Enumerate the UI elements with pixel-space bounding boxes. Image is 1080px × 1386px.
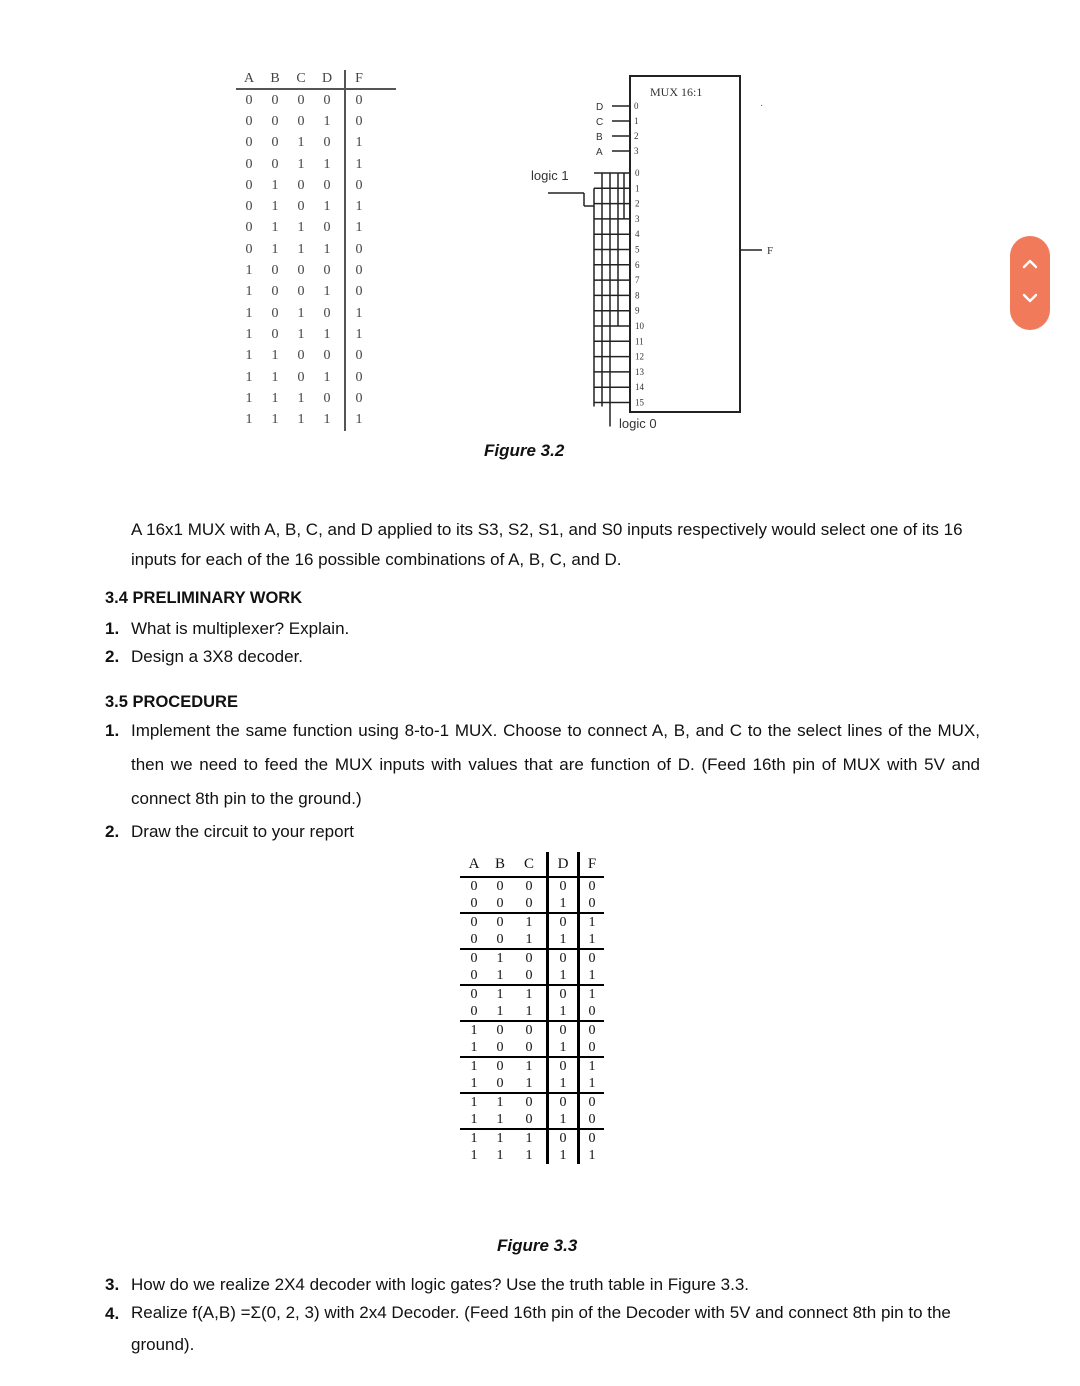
truth-table-cell: 1 <box>579 1057 605 1075</box>
scroll-navigation-widget[interactable] <box>1010 236 1050 330</box>
truth-table-cell: 1 <box>271 177 279 193</box>
truth-table-cell: 1 <box>470 1148 478 1163</box>
prelim-item-2-text: Design a 3X8 decoder. <box>131 647 304 666</box>
truth-table-cell: 1 <box>488 949 512 967</box>
truth-table-cell: 1 <box>496 1148 504 1163</box>
truth-table-row <box>236 196 396 217</box>
truth-table-cell: 0 <box>579 877 605 895</box>
truth-table-cell: 0 <box>271 156 279 172</box>
truth-table-cell: 0 <box>496 932 504 947</box>
header-a: A <box>468 855 480 872</box>
truth-table-cell: 1 <box>470 1112 478 1127</box>
truth-table-cell: 0 <box>323 263 331 279</box>
truth-table-cell: 0 <box>460 913 488 931</box>
truth-table-cell: 1 <box>548 1075 579 1093</box>
truth-table-cell: 0 <box>548 877 579 895</box>
truth-table-cell: 0 <box>271 92 279 108</box>
mux-input-pin-number: 1 <box>635 183 640 194</box>
truth-table-cell: 1 <box>488 1093 512 1111</box>
truth-table-cell: 1 <box>297 135 305 151</box>
truth-table-cell: 0 <box>470 932 478 947</box>
truth-table-cell: 0 <box>271 305 279 321</box>
select-label: D <box>596 102 604 113</box>
header-f: F <box>344 70 372 88</box>
section-3-4-heading: 3.4 PRELIMINARY WORK <box>105 589 303 607</box>
select-pin-number: 0 <box>634 101 639 111</box>
truth-table-cell: 1 <box>488 1129 512 1147</box>
truth-table-cell: 0 <box>488 913 512 931</box>
truth-table-cell: 1 <box>460 1057 488 1075</box>
logic0-label: logic 0 <box>619 416 657 431</box>
truth-table-header <box>236 70 396 90</box>
truth-table-cell: 1 <box>344 154 372 175</box>
truth-table-cell: 1 <box>496 1004 504 1019</box>
truth-table-cell: 1 <box>344 303 372 324</box>
truth-table-row <box>236 346 396 367</box>
figure-3-2-caption: Figure 3.2 <box>484 441 565 460</box>
procedure-item-3-text: How do we realize 2X4 decoder with logic gates? Use the truth table in Figure 3.3. <box>131 1275 750 1294</box>
truth-table-cell: 0 <box>488 1021 512 1039</box>
truth-table-row <box>236 90 396 111</box>
truth-table-cell: 0 <box>297 199 305 215</box>
mux-input-pin-number: 11 <box>635 336 644 347</box>
procedure-item-4-number: 4. <box>105 1304 120 1323</box>
truth-table-cell: 0 <box>297 113 305 129</box>
truth-table-cell: 1 <box>245 412 253 428</box>
truth-table-row <box>460 1057 604 1075</box>
truth-table-cell: 1 <box>271 390 279 406</box>
truth-table-cell: 1 <box>323 199 331 215</box>
truth-table-cell: 1 <box>460 1129 488 1147</box>
truth-table-cell: 1 <box>579 931 605 949</box>
truth-table-cell: 1 <box>496 1112 504 1127</box>
truth-table-cell: 0 <box>548 913 579 931</box>
chevron-up-icon[interactable] <box>1022 258 1038 270</box>
truth-table-cell: 0 <box>579 949 605 967</box>
truth-table-row <box>236 239 396 260</box>
truth-table-cell: 0 <box>579 1111 605 1129</box>
select-pin-number: 2 <box>634 131 639 141</box>
truth-table-cell: 0 <box>344 175 372 196</box>
figure-3-3-truth-table <box>460 852 604 1164</box>
header-a: A <box>243 71 255 86</box>
procedure-item-3-number: 3. <box>105 1275 120 1294</box>
truth-table-cell: 1 <box>297 241 305 257</box>
chevron-down-icon[interactable] <box>1022 292 1038 304</box>
truth-table-cell: 1 <box>323 326 331 342</box>
truth-table-cell: 1 <box>470 1040 478 1055</box>
truth-table-row <box>236 175 396 196</box>
truth-table-cell: 1 <box>579 1075 605 1093</box>
mux-input-pin-number: 4 <box>635 229 640 240</box>
truth-table-cell: 1 <box>579 913 605 931</box>
truth-table-cell: 1 <box>579 1147 605 1164</box>
logic1-label: logic 1 <box>531 168 569 183</box>
truth-table-cell: 1 <box>297 220 305 236</box>
truth-table-cell: 1 <box>548 895 579 913</box>
truth-table-cell: 0 <box>460 985 488 1003</box>
truth-table-cell: 1 <box>548 1003 579 1021</box>
truth-table-cell: 1 <box>297 390 305 406</box>
truth-table-cell: 0 <box>548 1129 579 1147</box>
truth-table-cell: 0 <box>245 177 253 193</box>
truth-table-cell: 1 <box>323 369 331 385</box>
truth-table-cell: 1 <box>344 218 372 239</box>
truth-table-cell: 0 <box>297 263 305 279</box>
truth-table-cell: 0 <box>470 968 478 983</box>
mux-input-pin-number: 5 <box>635 244 640 255</box>
truth-table-cell: 1 <box>297 305 305 321</box>
truth-table-row <box>460 877 604 895</box>
truth-table-cell: 0 <box>548 1057 579 1075</box>
truth-table-cell: 1 <box>344 196 372 217</box>
truth-table-cell: 0 <box>512 1093 548 1111</box>
truth-table-cell: 0 <box>525 896 533 911</box>
truth-table-cell: 0 <box>460 949 488 967</box>
mux-input-pin-number: 7 <box>635 275 640 286</box>
header-d: D <box>321 71 333 86</box>
truth-table-cell: 0 <box>245 220 253 236</box>
truth-table-cell: 0 <box>245 135 253 151</box>
header-c: C <box>523 855 534 872</box>
truth-table-cell: 1 <box>579 967 605 985</box>
truth-table-cell: 1 <box>488 985 512 1003</box>
truth-table-cell: 0 <box>344 388 372 409</box>
procedure-item-2 <box>105 815 354 848</box>
truth-table-cell: 0 <box>344 111 372 132</box>
truth-table-cell: 0 <box>496 1076 504 1091</box>
procedure-item-1 <box>105 714 980 816</box>
truth-table-cell: 0 <box>323 177 331 193</box>
truth-table-cell: 0 <box>323 305 331 321</box>
truth-table-cell: 0 <box>297 369 305 385</box>
truth-table-row <box>236 218 396 239</box>
truth-table-cell: 1 <box>460 1093 488 1111</box>
truth-table-cell: 0 <box>297 177 305 193</box>
truth-table-row <box>460 1075 604 1093</box>
truth-table-cell: 0 <box>344 239 372 260</box>
truth-table-row <box>460 1147 604 1164</box>
prelim-item-1-text: What is multiplexer? Explain. <box>131 619 350 638</box>
procedure-item-1-text: Implement the same function using 8-to-1 MUX. Choose to connect A, B, and C to the select lines of the MUX, then we need to feed the MUX inputs with values that are function of D. (Feed 16th pin of MUX with 5V and connect 8th pin to the ground.) <box>131 721 980 808</box>
truth-table-row <box>236 367 396 388</box>
truth-table-cell: 0 <box>548 949 579 967</box>
figure-3-2-truth-table <box>236 70 396 431</box>
mux-dot: · <box>760 100 764 111</box>
truth-table-cell: 0 <box>323 220 331 236</box>
truth-table-cell: 0 <box>323 92 331 108</box>
truth-table-cell: 0 <box>579 1021 605 1039</box>
truth-table-cell: 1 <box>548 1039 579 1057</box>
truth-table-cell: 0 <box>496 1040 504 1055</box>
mux-input-pin-number: 15 <box>635 397 644 408</box>
truth-table-cell: 0 <box>488 877 512 895</box>
prelim-item-2 <box>105 640 303 673</box>
truth-table-row <box>236 111 396 132</box>
truth-table-row <box>460 1129 604 1147</box>
truth-table-cell: 0 <box>512 877 548 895</box>
truth-table-cell: 0 <box>323 348 331 364</box>
truth-table-cell: 0 <box>323 390 331 406</box>
truth-table-cell: 1 <box>344 324 372 345</box>
truth-table-cell: 0 <box>579 1129 605 1147</box>
truth-table-cell: 1 <box>512 985 548 1003</box>
truth-table-cell: 1 <box>323 412 331 428</box>
truth-table-cell: 0 <box>470 1004 478 1019</box>
mux-input-pin-number: 13 <box>635 366 644 377</box>
truth-table-cell: 0 <box>245 113 253 129</box>
prelim-item-2-number: 2. <box>105 647 120 666</box>
truth-table-cell: 0 <box>496 896 504 911</box>
mux-input-pin-number: 6 <box>635 259 640 270</box>
truth-table-cell: 1 <box>525 1004 533 1019</box>
truth-table-row <box>460 895 604 913</box>
truth-table-row <box>236 260 396 281</box>
truth-table-cell: 1 <box>323 284 331 300</box>
truth-table-cell: 0 <box>579 895 605 913</box>
truth-table-cell: 1 <box>271 241 279 257</box>
truth-table-cell: 1 <box>512 1057 548 1075</box>
truth-table-row <box>236 409 396 430</box>
truth-table-cell: 0 <box>548 1021 579 1039</box>
truth-table-cell: 1 <box>271 199 279 215</box>
truth-table-cell: 1 <box>245 284 253 300</box>
truth-table-row <box>460 985 604 1003</box>
truth-table-row <box>460 967 604 985</box>
header-c: C <box>296 71 306 86</box>
truth-table-cell: 1 <box>323 156 331 172</box>
truth-table-cell: 0 <box>525 968 533 983</box>
select-label: A <box>596 147 603 158</box>
truth-table-row <box>236 133 396 154</box>
truth-table-cell: 0 <box>271 284 279 300</box>
truth-table-cell: 1 <box>344 133 372 154</box>
section-3-5-heading: 3.5 PROCEDURE <box>105 693 238 711</box>
truth-table-row <box>460 913 604 931</box>
mux-input-pin-number: 2 <box>635 198 640 209</box>
truth-table-cell: 1 <box>297 412 305 428</box>
truth-table-cell: 1 <box>344 409 372 430</box>
truth-table-cell: 0 <box>271 113 279 129</box>
truth-table-row <box>460 949 604 967</box>
mux-input-pin-number: 14 <box>635 382 644 393</box>
truth-table-cell: 0 <box>579 1003 605 1021</box>
truth-table-cell: 1 <box>525 932 533 947</box>
procedure-item-4-text: Realize f(A,B) =Σ(0, 2, 3) with 2x4 Decoder. (Feed 16th pin of the Decoder with 5V and connect 8th pin to the ground). <box>131 1303 951 1354</box>
truth-table-cell: 1 <box>512 1129 548 1147</box>
truth-table-cell: 0 <box>245 156 253 172</box>
truth-table-cell: 0 <box>297 284 305 300</box>
select-pin-number: 1 <box>634 116 639 126</box>
truth-table-cell: 0 <box>512 1021 548 1039</box>
truth-table-row <box>460 931 604 949</box>
truth-table-cell: 1 <box>245 369 253 385</box>
header-b: B <box>494 855 505 872</box>
truth-table-cell: 0 <box>245 199 253 215</box>
truth-table-row <box>236 282 396 303</box>
mux-input-pin-number: 3 <box>635 213 640 224</box>
truth-table-row <box>236 388 396 409</box>
truth-table-cell: 0 <box>271 263 279 279</box>
truth-table-cell: 1 <box>579 985 605 1003</box>
truth-table-row <box>460 1039 604 1057</box>
truth-table-cell: 0 <box>579 1039 605 1057</box>
header-f: F <box>579 852 605 877</box>
truth-table-cell: 0 <box>470 896 478 911</box>
procedure-item-1-number: 1. <box>105 721 120 740</box>
procedure-item-2-number: 2. <box>105 822 120 841</box>
truth-table-cell: 0 <box>245 241 253 257</box>
truth-table-cell: 1 <box>548 967 579 985</box>
truth-table-cell: 0 <box>297 348 305 364</box>
procedure-item-2-text: Draw the circuit to your report <box>131 822 354 841</box>
truth-table-cell: 0 <box>512 949 548 967</box>
truth-table-cell: 0 <box>297 92 305 108</box>
truth-table-cell: 0 <box>525 1112 533 1127</box>
mux-input-pin-number: 9 <box>635 305 640 316</box>
truth-table-cell: 1 <box>548 1147 579 1164</box>
truth-table-cell: 0 <box>548 1093 579 1111</box>
truth-table-cell: 0 <box>488 1057 512 1075</box>
truth-table-cell: 1 <box>245 390 253 406</box>
prelim-item-1-number: 1. <box>105 619 120 638</box>
select-label: B <box>596 132 603 143</box>
output-label: F <box>767 245 774 257</box>
mux-input-pin-number: 12 <box>635 351 644 362</box>
mux-input-pin-number: 0 <box>635 168 640 178</box>
truth-table-row <box>460 1021 604 1039</box>
mux-input-pin-number: 10 <box>635 321 644 331</box>
truth-table-cell: 1 <box>245 305 253 321</box>
truth-table-cell: 0 <box>548 985 579 1003</box>
truth-table-cell: 1 <box>525 1076 533 1091</box>
truth-table-cell: 0 <box>344 346 372 367</box>
intro-paragraph: A 16x1 MUX with A, B, C, and D applied to its S3, S2, S1, and S0 inputs respectively would select one of its 16 inputs for each of the 16 possible combinations of A, B, C, and D. <box>131 520 963 569</box>
select-label: C <box>596 117 604 128</box>
truth-table-cell: 0 <box>344 282 372 303</box>
truth-table-cell: 1 <box>470 1076 478 1091</box>
mux-body <box>630 76 740 412</box>
truth-table-row <box>236 303 396 324</box>
truth-table-row <box>236 324 396 345</box>
truth-table-cell: 1 <box>271 369 279 385</box>
truth-table-cell: 1 <box>525 1148 533 1163</box>
header-d: D <box>548 852 579 877</box>
truth-table-row <box>460 1003 604 1021</box>
truth-table-header <box>460 852 604 877</box>
truth-table-row <box>460 1111 604 1129</box>
mux-input-pin-number: 8 <box>635 290 640 301</box>
truth-table-cell: 0 <box>460 877 488 895</box>
truth-table-cell: 1 <box>271 412 279 428</box>
truth-table-cell: 0 <box>271 135 279 151</box>
truth-table-cell: 0 <box>525 1040 533 1055</box>
truth-table-cell: 1 <box>245 263 253 279</box>
truth-table-cell: 0 <box>344 260 372 281</box>
truth-table-cell: 1 <box>271 220 279 236</box>
truth-table-cell: 1 <box>512 913 548 931</box>
mux-16-1-diagram <box>528 70 788 440</box>
truth-table-cell: 1 <box>460 1021 488 1039</box>
truth-table-cell: 1 <box>245 326 253 342</box>
truth-table-row <box>236 154 396 175</box>
truth-table-cell: 1 <box>548 1111 579 1129</box>
truth-table-row <box>460 1093 604 1111</box>
truth-table-cell: 1 <box>297 326 305 342</box>
truth-table-cell: 1 <box>323 113 331 129</box>
truth-table-cell: 0 <box>323 135 331 151</box>
truth-table-cell: 1 <box>297 156 305 172</box>
select-pin-number: 3 <box>634 146 639 156</box>
truth-table-cell: 1 <box>271 348 279 364</box>
truth-table-cell: 1 <box>323 241 331 257</box>
truth-table-cell: 0 <box>579 1093 605 1111</box>
truth-table-cell: 0 <box>344 90 372 111</box>
figure-3-3-caption: Figure 3.3 <box>497 1236 578 1255</box>
header-b: B <box>270 71 280 86</box>
procedure-item-4 <box>105 1297 995 1361</box>
truth-table-cell: 0 <box>245 92 253 108</box>
truth-table-cell: 1 <box>548 931 579 949</box>
truth-table-cell: 1 <box>496 968 504 983</box>
truth-table-cell: 1 <box>245 348 253 364</box>
truth-table-cell: 0 <box>344 367 372 388</box>
mux-title: MUX 16:1 <box>650 85 703 99</box>
truth-table-cell: 0 <box>271 326 279 342</box>
